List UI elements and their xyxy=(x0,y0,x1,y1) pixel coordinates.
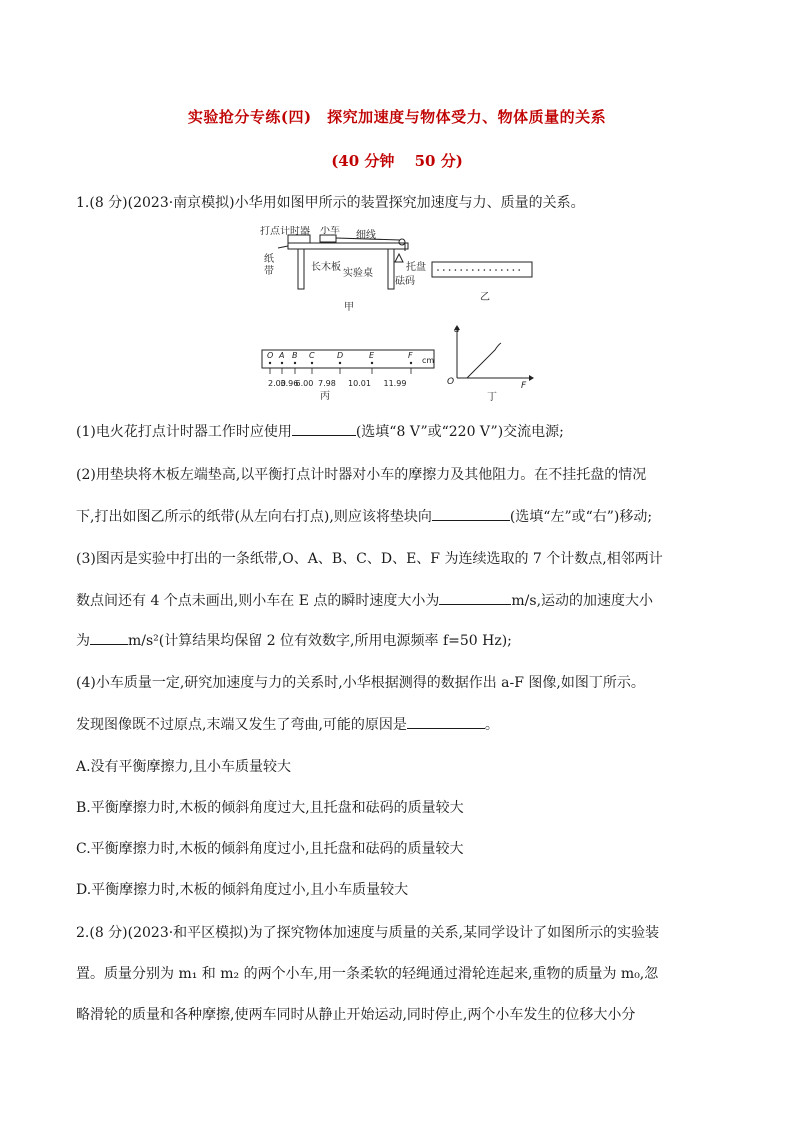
label-f: F xyxy=(521,381,527,391)
tape-dot xyxy=(513,269,515,271)
point-label-b: B xyxy=(292,351,298,360)
q1-part1: (1)电火花打点计时器工作时应使用 (选填“8 V”或“220 V”)交流电源; xyxy=(76,421,726,441)
count-point-c xyxy=(311,362,313,364)
point-label-e: E xyxy=(369,351,375,360)
label-tape-1: 纸 xyxy=(264,254,274,265)
q1-part2-line2: 下,打出如图乙所示的纸带(从左向右打点),则应该将垫块向 (选填“左”或“右”)移动; xyxy=(76,506,726,526)
label-thread: 细线 xyxy=(356,230,376,241)
answer-blank-5[interactable] xyxy=(407,714,485,729)
point-label-o: O xyxy=(267,351,274,360)
point-label-a: A xyxy=(279,351,285,360)
tape-dot xyxy=(489,269,491,271)
q2-line2: 置。质量分别为 m₁ 和 m₂ 的两个小车,用一条柔软的轻绳通过滑轮连起来,重物的质量为 m₀,忽 xyxy=(76,966,659,982)
label-tray: 托盘 xyxy=(406,262,426,273)
q2-line1: 2.(8 分)(2023·和平区模拟)为了探究物体加速度与质量的关系,某同学设计了如图所示的实验装 xyxy=(76,925,660,941)
tape-dot xyxy=(449,269,451,271)
option-c: C.平衡摩擦力时,木板的倾斜角度过小,且托盘和砝码的质量较大 xyxy=(76,841,464,857)
count-point-f xyxy=(410,362,412,364)
caption-yi: 乙 xyxy=(480,292,490,303)
tape-dots xyxy=(437,269,520,271)
time-score: (40 分钟 50 分) xyxy=(331,152,463,170)
label-car: 小车 xyxy=(320,226,340,236)
tape-dot xyxy=(507,269,509,271)
option-d: D.平衡摩擦力时,木板的倾斜角度过小,且小车质量较大 xyxy=(76,882,409,898)
q1-part4-line1: (4)小车质量一定,研究加速度与力的关系时,小华根据测得的数据作出 a-F 图像,如图丁所示。 xyxy=(76,675,645,691)
tape-dot xyxy=(472,269,474,271)
figure-jia xyxy=(258,226,428,318)
q1-part3-line2: 数点间还有 4 个点未画出,则小车在 E 点的瞬时速度大小为 m/s,运动的加速度大小 xyxy=(76,590,726,610)
tape-dot xyxy=(466,269,468,271)
figure-bing xyxy=(260,346,440,402)
tape-dot xyxy=(495,269,497,271)
count-point-a xyxy=(281,362,283,364)
label-timer: 打点计时器 xyxy=(260,226,310,237)
experiment-apparatus xyxy=(278,235,408,289)
tape-dot xyxy=(484,269,486,271)
answer-blank-3[interactable] xyxy=(439,590,511,605)
distance-label: 7.98 xyxy=(318,379,336,388)
label-weights: 砝码 xyxy=(395,276,415,287)
unit-label: cm xyxy=(422,356,435,365)
distance-label: 2.00 xyxy=(268,379,286,388)
distance-label: 6.00 xyxy=(295,379,314,388)
q1-part2-line1: (2)用垫块将木板左端垫高,以平衡打点计时器对小车的摩擦力及其他阻力。在不挂托盘的情况 xyxy=(76,467,647,483)
paper-tape-yi xyxy=(432,262,532,277)
count-point-d xyxy=(339,362,341,364)
q1-intro: 1.(8 分)(2023·南京模拟)小华用如图甲所示的装置探究加速度与力、质量的关系。 xyxy=(76,195,585,211)
a-f-curve xyxy=(467,343,501,378)
label-tape-2: 带 xyxy=(264,266,274,277)
option-b: B.平衡摩擦力时,木板的倾斜角度过大,且托盘和砝码的质量较大 xyxy=(76,800,464,816)
q1-part3-line1: (3)图丙是实验中打出的一条纸带,O、A、B、C、D、E、F 为连续选取的 7 个计数点,相邻两计 xyxy=(76,551,663,567)
answer-blank-1[interactable] xyxy=(292,421,356,436)
tape-dot xyxy=(443,269,445,271)
arrow-x xyxy=(529,375,534,381)
label-board: 长木板 xyxy=(311,262,341,273)
caption-jia: 甲 xyxy=(344,302,354,313)
tape-dot xyxy=(501,269,503,271)
label-table: 实验桌 xyxy=(343,268,373,279)
caption-ding: 丁 xyxy=(487,392,497,403)
point-label-c: C xyxy=(309,351,315,360)
count-point-e xyxy=(371,362,373,364)
tape-dot xyxy=(437,269,439,271)
tape-dot xyxy=(518,269,520,271)
label-origin: O xyxy=(447,377,455,387)
q1-part4-line2: 发现图像既不过原点,末端又发生了弯曲,可能的原因是 。 xyxy=(76,714,726,734)
tape-dot xyxy=(455,269,457,271)
figure-ding xyxy=(445,324,535,404)
tape-dot xyxy=(478,269,480,271)
distance-label: 3.96 xyxy=(280,379,299,388)
answer-blank-4[interactable] xyxy=(90,630,128,645)
count-point-b xyxy=(294,362,296,364)
q2-line3: 略滑轮的质量和各种摩擦,使两车同时从静止开始运动,同时停止,两个小车发生的位移大小分 xyxy=(76,1007,636,1023)
distance-label: 11.99 xyxy=(383,379,407,388)
point-label-f: F xyxy=(408,351,413,360)
figure-yi xyxy=(430,256,540,326)
answer-blank-2[interactable] xyxy=(432,506,510,521)
distance-label: 10.01 xyxy=(348,379,371,388)
point-label-d: D xyxy=(337,351,344,360)
tape-dot xyxy=(460,269,462,271)
label-a: a xyxy=(454,325,460,335)
caption-bing: 丙 xyxy=(320,391,330,402)
q1-part3-line3: 为 m/s²(计算结果均保留 2 位有效数字,所用电源频率 f=50 Hz); xyxy=(76,630,726,650)
page-title: 实验抢分专练(四) 探究加速度与物体受力、物体质量的关系 xyxy=(187,108,607,126)
option-a: A.没有平衡摩擦力,且小车质量较大 xyxy=(76,759,292,775)
count-point-o xyxy=(269,362,271,364)
